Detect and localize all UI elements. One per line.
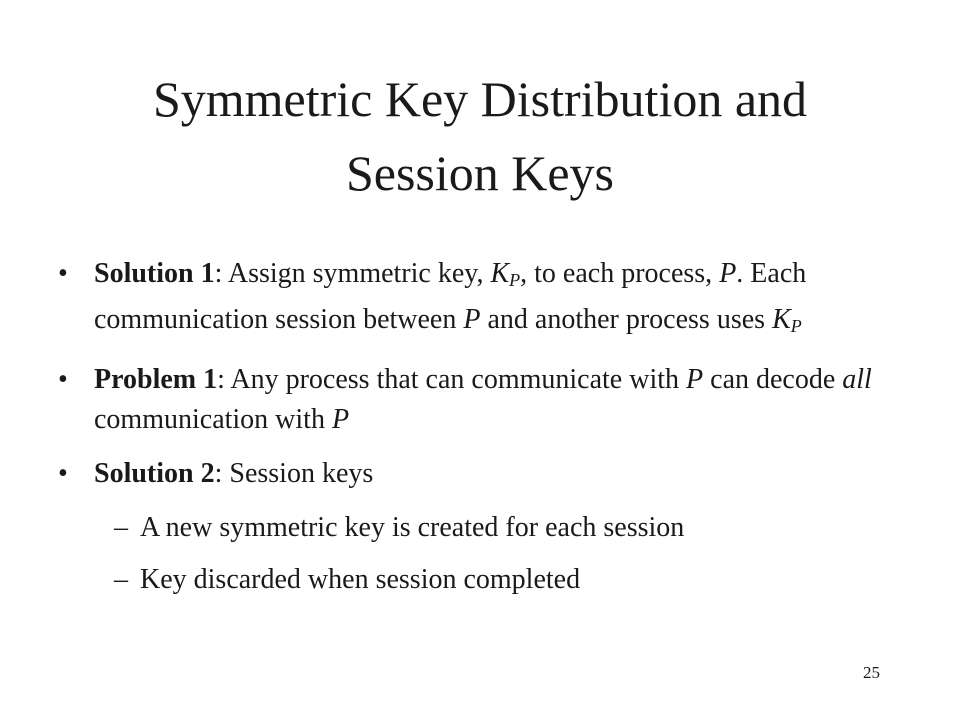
bullet-marker: • [58,458,68,489]
page-number: 25 [863,663,880,682]
bullet-text: can decode [703,364,843,395]
sub-bullet-list [58,508,928,600]
key-symbol: K [490,258,510,289]
key-subscript: P [790,316,802,336]
key-symbol: K [772,304,791,335]
title-line-2: Session Keys [345,145,615,201]
process-symbol: P [686,364,704,395]
sub-bullet-new-key [94,508,928,548]
bullet-list [58,254,928,612]
process-symbol: P [463,304,481,335]
bullet-text: , to each process, [520,258,720,289]
bullet-marker: • [58,258,68,289]
sub-bullet-text: A new symmetric key is created for each session [140,512,685,543]
bullet-solution-1 [58,254,928,346]
process-symbol: P [719,258,737,289]
bullet-text: : Assign symmetric key, [214,258,491,289]
bullet-label: Solution 2 [94,458,215,489]
emphasis-all: all [842,364,872,395]
bullet-text: . Each communication session between [94,258,807,335]
bullet-marker: • [58,364,68,395]
slide-title [0,62,960,210]
bullet-text: communication with [94,404,332,435]
dash-marker: – [114,564,128,595]
bullet-label: Problem 1 [94,364,218,395]
title-line-1: Symmetric Key Distribution and [152,71,808,127]
sub-bullet-text: Key discarded when session completed [140,564,581,595]
key-subscript: P [509,270,521,290]
bullet-text: and another process uses [480,304,773,335]
sub-bullet-container [58,508,928,600]
bullet-label: Solution 1 [94,258,215,289]
bullet-problem-1 [58,360,928,440]
sub-bullet-key-discarded [94,560,928,600]
dash-marker: – [114,512,128,543]
process-symbol: P [331,404,350,435]
bullet-text: : Any process that can communicate with [217,364,687,395]
bullet-text: : Session keys [214,458,374,489]
bullet-solution-2 [58,454,928,494]
